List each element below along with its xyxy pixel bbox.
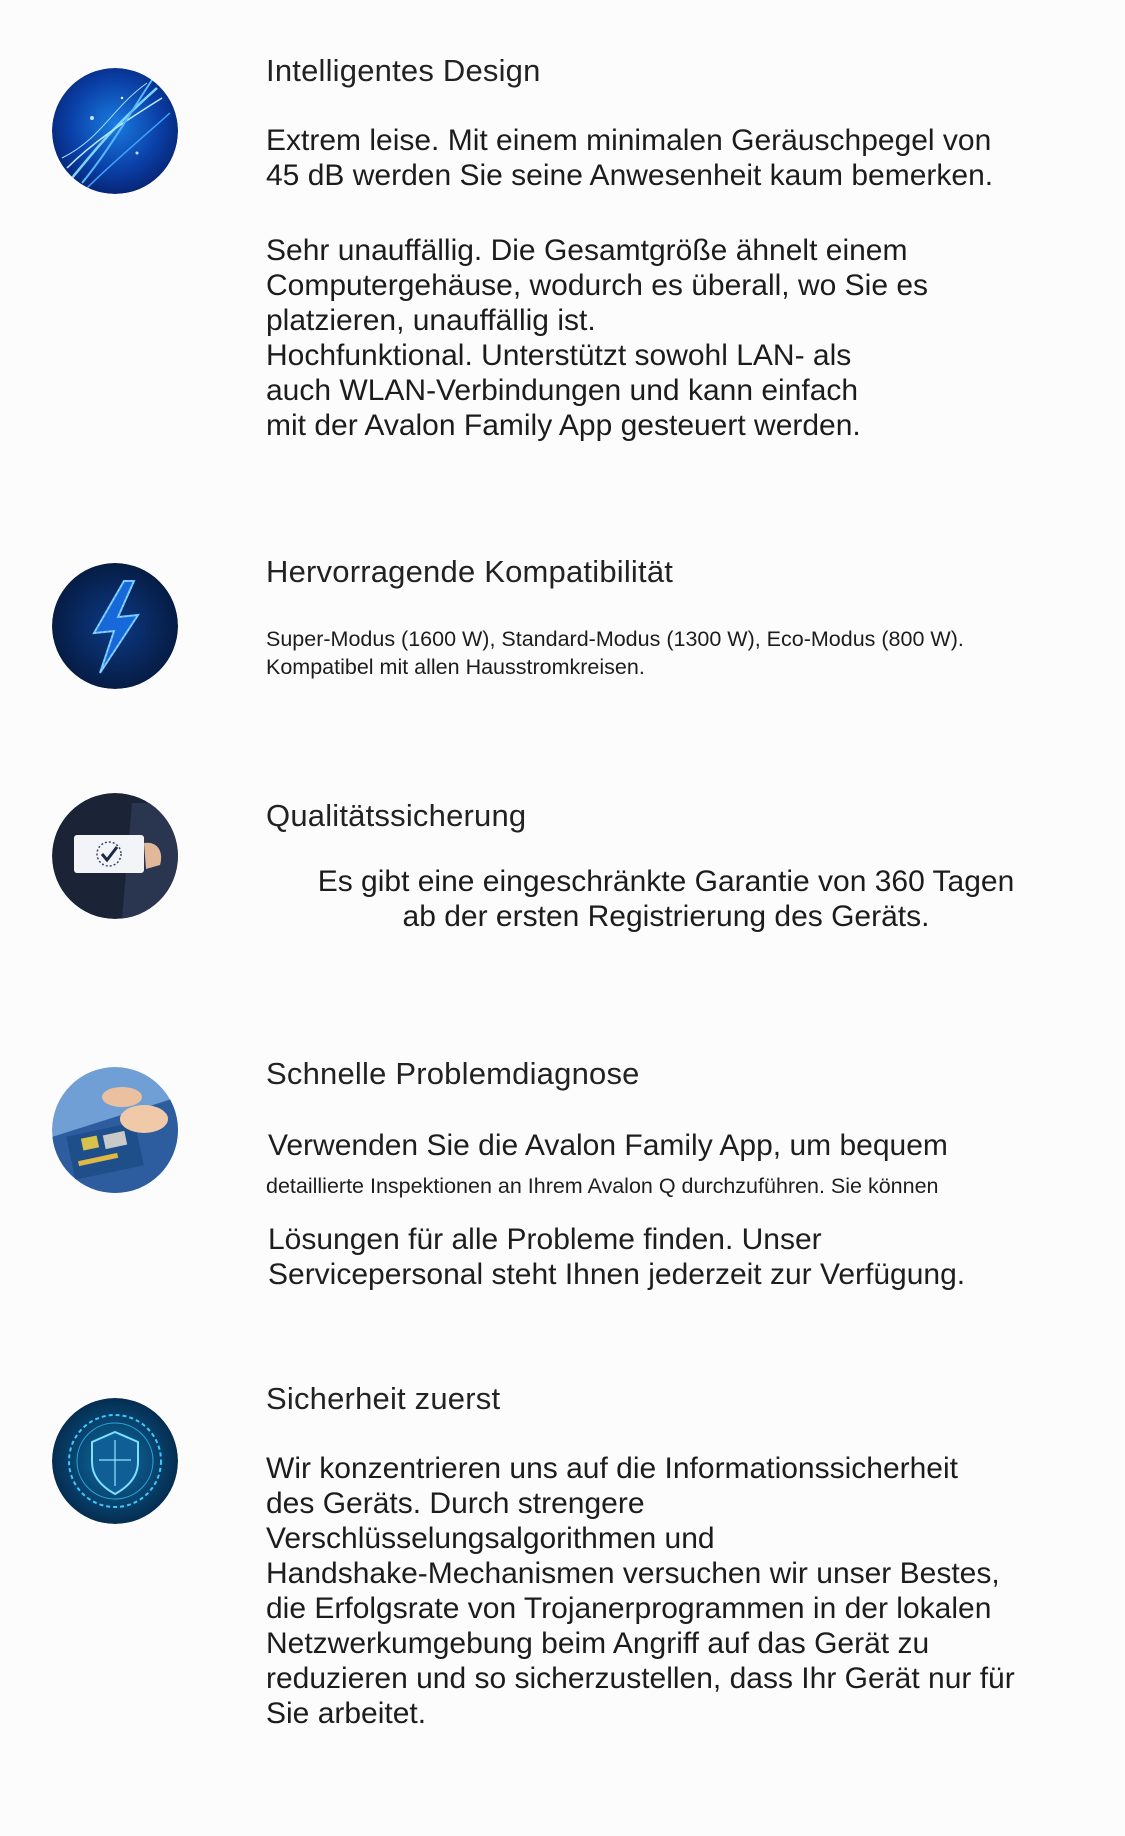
feature-title: Sicherheit zuerst <box>266 1381 501 1416</box>
feature-paragraph: Extrem leise. Mit einem minimalen Geräuschpegel von 45 dB werden Sie seine Anwesenheit kaum bemerken. <box>266 124 994 192</box>
feature-paragraph: Wir konzentrieren uns auf die Informationssicherheit des Geräts. Durch strengere Verschlüsselungsalgorithmen und Handshake-Mechanismen versuchen wir unser Bestes, die Erfolgsrate von Trojanerprogrammen in der lokalen Netzwerkumgebung beim Angriff auf das Gerät zu reduzieren und so sicherzustellen, dass Ihr Gerät nur für Sie arbeitet. <box>266 1452 1015 1730</box>
feature-line: detaillierte Inspektionen an Ihrem Avalon Q durchzuführen. Sie können <box>266 1174 939 1198</box>
feature-paragraph: Sehr unauffällig. Die Gesamtgröße ähnelt einem Computergehäuse, wodurch es überall, wo Sie es platzieren, unauffällig ist. Hochfunktional. Unterstützt sowohl LAN- als auch WLAN-Verbindungen und kann einfach mit der Avalon Family App gesteuert werden. <box>266 234 929 442</box>
feature-title: Hervorragende Kompatibilität <box>266 554 674 589</box>
security-shield-icon <box>52 1398 178 1524</box>
lightning-bolt-icon <box>52 563 178 689</box>
feature-title: Schnelle Problemdiagnose <box>266 1056 640 1091</box>
feature-paragraph: Es gibt eine eingeschränkte Garantie von 360 Tagen ab der ersten Registrierung des Geräts. <box>317 865 1015 933</box>
feature-line: Lösungen für alle Probleme finden. Unser <box>268 1223 822 1256</box>
feature-title: Intelligentes Design <box>266 53 541 88</box>
feature-title: Qualitätssicherung <box>266 798 527 833</box>
circuit-board-repair-icon <box>52 1067 178 1193</box>
light-streaks-icon <box>52 68 178 194</box>
feature-paragraph: Super-Modus (1600 W), Standard-Modus (1300 W), Eco-Modus (800 W). Kompatibel mit allen Hausstromkreisen. <box>266 627 964 679</box>
feature-line: Servicepersonal steht Ihnen jederzeit zur Verfügung. <box>268 1258 966 1291</box>
quality-check-card-icon <box>52 793 178 919</box>
feature-line: Verwenden Sie die Avalon Family App, um bequem <box>268 1129 948 1162</box>
